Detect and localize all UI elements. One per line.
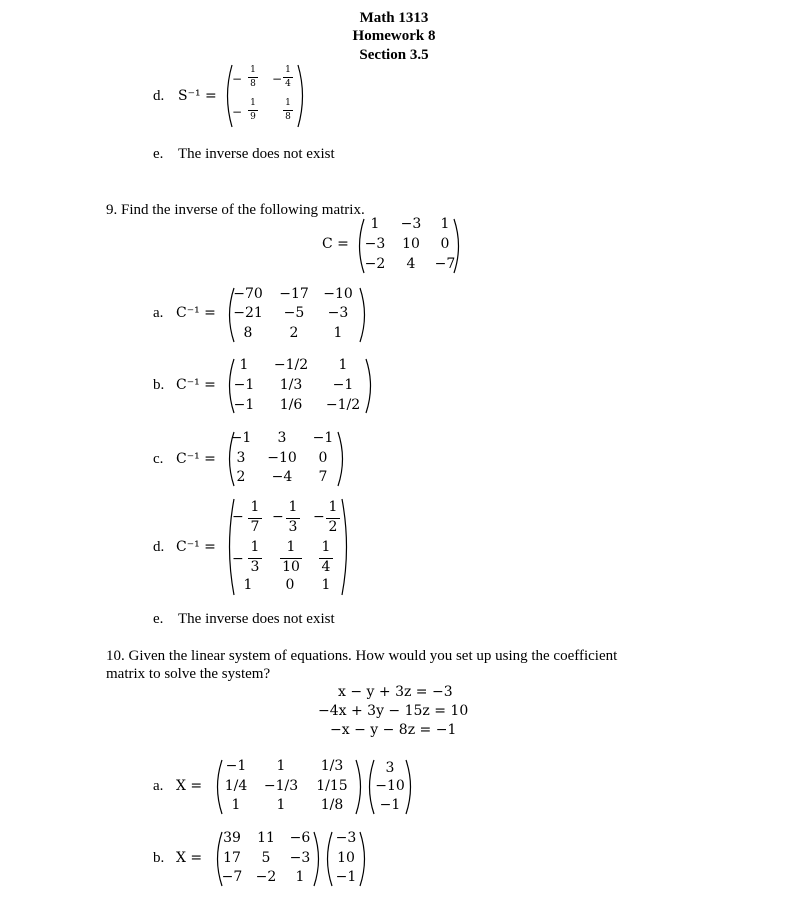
matrix-cell: 1 bbox=[338, 357, 348, 373]
fraction-sign: − bbox=[313, 509, 325, 525]
fraction-numerator: 1 bbox=[250, 98, 256, 108]
vector-cell: 3 bbox=[385, 760, 395, 776]
matrix-cell: −17 bbox=[279, 286, 309, 302]
fraction-denominator: 3 bbox=[250, 559, 260, 575]
matrix-cell: −5 bbox=[283, 305, 305, 321]
q10-prompt-line2: matrix to solve the system? bbox=[106, 666, 271, 682]
matrix-cell: −1 bbox=[230, 430, 252, 446]
q8-d-lhs: S⁻¹ = bbox=[178, 88, 217, 104]
right-paren bbox=[296, 64, 308, 128]
matrix-cell: 1/3 bbox=[320, 758, 344, 774]
matrix-cell: −7 bbox=[434, 256, 456, 272]
matrix-cell: −21 bbox=[233, 305, 263, 321]
fraction-sign: − bbox=[232, 551, 244, 567]
matrix-cell: −70 bbox=[233, 286, 263, 302]
fraction-numerator: 1 bbox=[285, 98, 291, 108]
matrix-cell: 1 bbox=[239, 357, 249, 373]
fraction-denominator: 4 bbox=[285, 79, 291, 89]
option-lhs: X = bbox=[176, 778, 203, 794]
fraction-sign: − bbox=[232, 105, 243, 119]
matrix-cell: 39 bbox=[223, 830, 241, 846]
matrix-cell: 11 bbox=[257, 830, 275, 846]
matrix-cell: 5 bbox=[261, 850, 271, 866]
fraction-sign: − bbox=[272, 509, 284, 525]
vector-cell: −1 bbox=[335, 869, 357, 885]
matrix-cell: −10 bbox=[323, 286, 353, 302]
fraction-denominator: 4 bbox=[321, 559, 331, 575]
equation-3: −x − y − 8z = −1 bbox=[330, 722, 457, 738]
matrix-cell: 3 bbox=[236, 450, 246, 466]
fraction-denominator: 10 bbox=[282, 559, 300, 575]
matrix-cell: 1 bbox=[276, 797, 286, 813]
q8-e-label: e. bbox=[153, 146, 164, 162]
option-label: d. bbox=[153, 539, 165, 555]
matrix-cell: 0 bbox=[318, 450, 328, 466]
matrix-cell: 3 bbox=[277, 430, 287, 446]
fraction-numerator: 1 bbox=[286, 539, 296, 555]
matrix-cell: −3 bbox=[289, 850, 311, 866]
fraction-numerator: 1 bbox=[285, 65, 291, 75]
matrix-cell: −6 bbox=[289, 830, 311, 846]
fraction-denominator: 3 bbox=[288, 519, 298, 535]
matrix-cell: 1 bbox=[276, 758, 286, 774]
matrix-cell: −10 bbox=[267, 450, 297, 466]
matrix-cell: 4 bbox=[406, 256, 416, 272]
q8-e-text: The inverse does not exist bbox=[178, 146, 335, 162]
fraction-bar bbox=[248, 77, 258, 78]
q8-d-label: d. bbox=[153, 88, 165, 104]
matrix-cell: 2 bbox=[289, 325, 299, 341]
fraction-numerator: 1 bbox=[321, 539, 331, 555]
fraction-sign: − bbox=[272, 72, 283, 86]
matrix-cell: 1/8 bbox=[320, 797, 344, 813]
fraction-bar bbox=[248, 110, 258, 111]
matrix-cell: −3 bbox=[400, 216, 422, 232]
matrix-cell: −7 bbox=[221, 869, 243, 885]
header-course: Math 1313 bbox=[359, 10, 429, 26]
q10-prompt-line1: 10. Given the linear system of equations. How would you set up using the coefficient bbox=[106, 648, 618, 664]
header-section: Section 3.5 bbox=[359, 47, 429, 63]
matrix-cell: −1 bbox=[233, 397, 255, 413]
matrix-cell: 1/3 bbox=[279, 377, 303, 393]
matrix-cell: 1 bbox=[370, 216, 380, 232]
matrix-cell: 2 bbox=[236, 469, 246, 485]
fraction-numerator: 1 bbox=[288, 499, 298, 515]
fraction-numerator: 1 bbox=[250, 65, 256, 75]
matrix-cell: −1/3 bbox=[263, 778, 299, 794]
equation-2: −4x + 3y − 15z = 10 bbox=[318, 703, 469, 719]
fraction-bar bbox=[283, 77, 293, 78]
matrix-cell: 1 bbox=[333, 325, 343, 341]
fraction-sign: − bbox=[232, 72, 243, 86]
matrix-cell: 1 bbox=[295, 869, 305, 885]
option-label: a. bbox=[153, 778, 164, 794]
vector-cell: −3 bbox=[335, 830, 357, 846]
vector-cell: −10 bbox=[375, 778, 405, 794]
matrix-cell: −3 bbox=[364, 236, 386, 252]
matrix-cell: −1 bbox=[332, 377, 354, 393]
option-label: b. bbox=[153, 377, 165, 393]
matrix-cell: −1 bbox=[225, 758, 247, 774]
fraction-denominator: 7 bbox=[250, 519, 260, 535]
matrix-cell: 10 bbox=[402, 236, 420, 252]
matrix-cell: −3 bbox=[327, 305, 349, 321]
fraction-bar bbox=[283, 110, 293, 111]
matrix-cell: −4 bbox=[271, 469, 293, 485]
matrix-cell: 1/15 bbox=[316, 778, 348, 794]
matrix-cell: 7 bbox=[318, 469, 328, 485]
option-lhs: C⁻¹ = bbox=[176, 377, 216, 393]
right-paren bbox=[358, 287, 370, 343]
fraction-numerator: 1 bbox=[328, 499, 338, 515]
q9-e-label: e. bbox=[153, 611, 164, 627]
matrix-cell: 1 bbox=[321, 577, 331, 593]
matrix-cell: 1 bbox=[440, 216, 450, 232]
option-lhs: X = bbox=[176, 850, 203, 866]
option-lhs: C⁻¹ = bbox=[176, 305, 216, 321]
matrix-c-lhs: C = bbox=[322, 236, 349, 252]
fraction-denominator: 2 bbox=[328, 519, 338, 535]
matrix-cell: −1 bbox=[312, 430, 334, 446]
matrix-cell: 1 bbox=[231, 797, 241, 813]
option-label: b. bbox=[153, 850, 165, 866]
fraction-denominator: 9 bbox=[250, 112, 256, 122]
matrix-cell: −2 bbox=[364, 256, 386, 272]
matrix-cell: 17 bbox=[223, 850, 241, 866]
matrix-cell: 0 bbox=[440, 236, 450, 252]
matrix-cell: 1/6 bbox=[279, 397, 303, 413]
fraction-numerator: 1 bbox=[250, 499, 260, 515]
fraction-denominator: 8 bbox=[250, 79, 256, 89]
vector-cell: −1 bbox=[379, 797, 401, 813]
matrix-cell: 1/4 bbox=[224, 778, 248, 794]
option-label: c. bbox=[153, 451, 164, 467]
right-paren bbox=[340, 498, 352, 596]
q9-prompt: 9. Find the inverse of the following matrix. bbox=[106, 202, 365, 218]
matrix-cell: 0 bbox=[285, 577, 295, 593]
fraction-numerator: 1 bbox=[250, 539, 260, 555]
option-lhs: C⁻¹ = bbox=[176, 451, 216, 467]
matrix-cell: 1 bbox=[243, 577, 253, 593]
matrix-cell: −1/2 bbox=[325, 397, 361, 413]
matrix-cell: −2 bbox=[255, 869, 277, 885]
vector-cell: 10 bbox=[337, 850, 355, 866]
matrix-cell: 8 bbox=[243, 325, 253, 341]
option-lhs: C⁻¹ = bbox=[176, 539, 216, 555]
header-homework: Homework 8 bbox=[352, 28, 436, 44]
equation-1: x − y + 3z = −3 bbox=[338, 684, 453, 700]
matrix-cell: −1/2 bbox=[273, 357, 309, 373]
option-label: a. bbox=[153, 305, 164, 321]
fraction-sign: − bbox=[232, 509, 244, 525]
matrix-cell: −1 bbox=[233, 377, 255, 393]
fraction-denominator: 8 bbox=[285, 112, 291, 122]
q9-e-text: The inverse does not exist bbox=[178, 611, 335, 627]
